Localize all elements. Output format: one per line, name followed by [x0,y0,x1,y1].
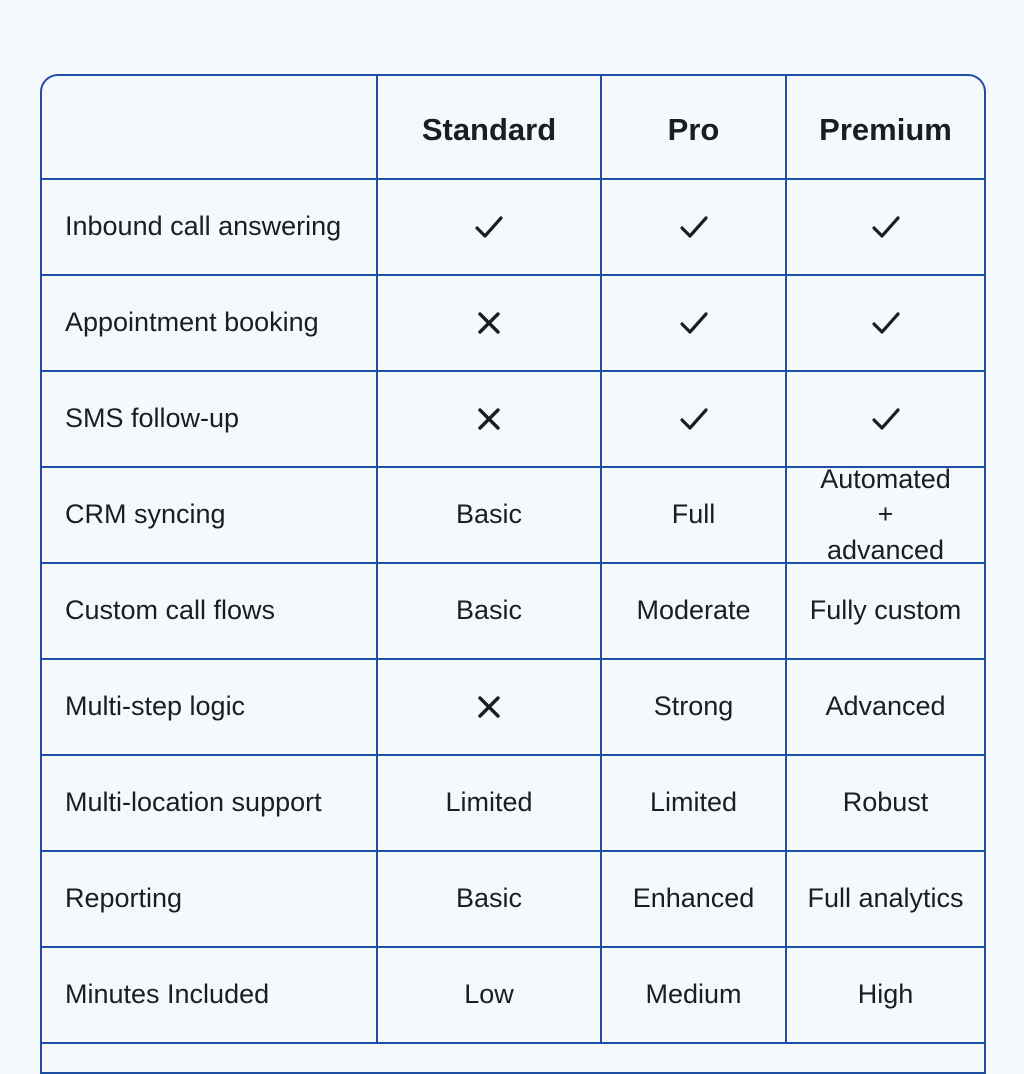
cross-icon [378,372,602,466]
check-icon [378,180,602,274]
feature-label: Multi-step logic [42,660,378,754]
table-row [42,660,984,756]
plan-value: Full [602,468,787,562]
feature-label: Reporting [42,852,378,946]
header-standard: Standard [378,76,602,178]
feature-label: Custom call flows [42,564,378,658]
feature-label: SMS follow-up [42,372,378,466]
feature-label: Appointment booking [42,276,378,370]
plan-value: Advanced [825,691,946,722]
plan-value: Moderate [602,564,787,658]
plan-value: Basic [378,564,602,658]
check-icon [602,276,787,370]
plan-value: Enhanced [602,852,787,946]
feature-label: Minutes Included [42,948,378,1042]
table-row [42,564,984,660]
table-row [42,852,984,948]
plan-value: Low [378,948,602,1042]
plan-value: Limited [602,756,787,850]
feature-label: Inbound call answering [42,180,378,274]
table-header-row [42,76,984,180]
table-row [42,464,984,565]
comparison-table [40,74,986,1074]
table-row [42,756,984,852]
plan-value: Basic [378,852,602,946]
cross-icon [378,276,602,370]
table-row [42,948,984,1044]
header-premium: Premium [819,111,952,147]
plan-value: Automated + advanced [820,464,951,565]
plan-value: Basic [378,468,602,562]
plan-value: Limited [378,756,602,850]
header-empty [42,76,378,178]
table-row [42,372,984,468]
cross-icon [378,660,602,754]
plan-value: Full analytics [807,883,964,914]
check-icon [602,372,787,466]
plan-value: High [857,979,914,1010]
check-icon [787,276,984,370]
plan-value: Robust [842,787,929,818]
check-icon [787,372,984,466]
table-row [42,180,984,276]
table-row [42,276,984,372]
plan-value: Fully custom [809,595,962,626]
feature-label: CRM syncing [42,468,378,562]
plan-value: Strong [602,660,787,754]
check-icon [602,180,787,274]
plan-value: Medium [602,948,787,1042]
feature-label: Multi-location support [42,756,378,850]
header-pro: Pro [602,76,787,178]
check-icon [787,180,984,274]
